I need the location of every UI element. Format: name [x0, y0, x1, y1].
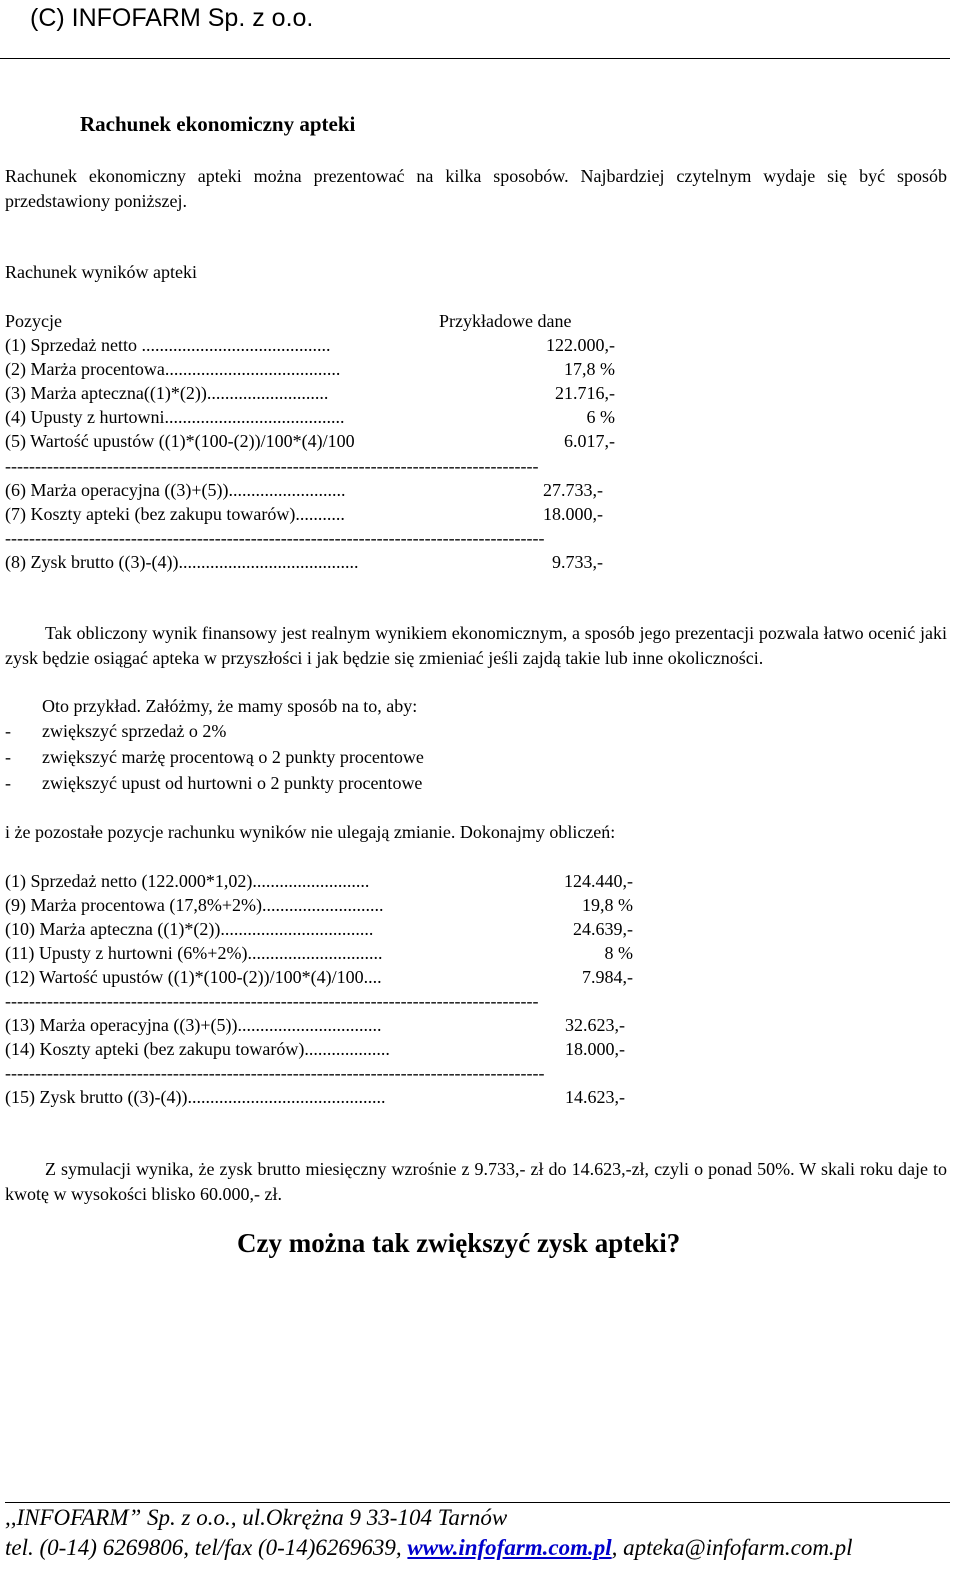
calc-row: [5, 333, 615, 357]
bullet-text: zwiększyć upust od hurtowni o 2 punkty procentowe: [42, 773, 423, 793]
calc-row-label: (9) Marża procentowa (17,8%+2%)...........................: [5, 895, 384, 915]
calc-row: [5, 405, 615, 429]
calc-row: [5, 1013, 625, 1037]
conclusion-paragraph: Z symulacji wynika, że zysk brutto miesięczny wzrośnie z 9.733,- zł do 14.623,-zł, czyli o ponad 50%. W skali roku daje to kwotę w wysokości blisko 60.000,- zł.: [5, 1159, 947, 1204]
calc-row-label: (3) Marża apteczna((1)*(2))...........................: [5, 383, 329, 403]
calc-row-label: (15) Zysk brutto ((3)-(4))............................................: [5, 1087, 386, 1107]
calc-row-value: 122.000,-: [546, 335, 615, 355]
calc-row-value: 18.000,-: [565, 1039, 625, 1059]
footer-website-link[interactable]: www.infofarm.com.pl: [407, 1535, 612, 1560]
calc-row-value: 27.733,-: [543, 480, 603, 500]
calc-row-label: (4) Upusty z hurtowni........................................: [5, 407, 345, 427]
calc-row: [5, 965, 633, 989]
closing-question: Czy można tak zwiększyć zysk apteki?: [237, 1228, 681, 1258]
table1-caption: Rachunek wyników apteki: [5, 262, 197, 282]
calc-row-value: 24.639,-: [573, 919, 633, 939]
calc-row-label: (13) Marża operacyjna ((3)+(5))................................: [5, 1015, 382, 1035]
calc-row-label: (7) Koszty apteki (bez zakupu towarów)...........: [5, 504, 345, 524]
table1-col-left: Pozycje: [5, 311, 62, 331]
bullet-text: zwiększyć marżę procentową o 2 punkty procentowe: [42, 747, 424, 767]
intro-paragraph: Rachunek ekonomiczny apteki można prezentować na kilka sposobów. Najbardziej czytelnym wydaje się być sposób przedstawiony poniższej.: [5, 166, 947, 211]
calc-row-label: (1) Sprzedaż netto ..........................................: [5, 335, 331, 355]
footer-contact: [5, 1533, 853, 1563]
remaining-note: i że pozostałe pozycje rachunku wyników nie ulegają zmianie. Dokonajmy obliczeń:: [5, 822, 616, 842]
calc-row: [5, 869, 633, 893]
calc-row-value: 7.984,-: [582, 967, 633, 987]
calc-row-value: 14.623,-: [565, 1087, 625, 1107]
calc-row-value: 8 %: [604, 943, 633, 963]
table2-separator-2: ------------------------------------------------------------------------------------------: [5, 1063, 545, 1083]
calc-row: [5, 478, 603, 502]
calc-row: [5, 893, 633, 917]
table1-separator-1: -----------------------------------------------------------------------------------------: [5, 456, 539, 476]
bullet-text: zwiększyć sprzedaż o 2%: [42, 721, 227, 741]
calc-row: [5, 1085, 625, 1109]
calc-row-label: (5) Wartość upustów ((1)*(100-(2))/100*(4)/100: [5, 431, 355, 451]
analysis-paragraph: Tak obliczony wynik finansowy jest realnym wynikiem ekonomicznym, a sposób jego prezentacji pozwala łatwo ocenić jaki zysk będzie osiągać apteka w przyszłości i jak będzie się zmieniać jeśli zajdą takie lub inne okoliczności.: [5, 623, 947, 668]
calc-row-value: 17,8 %: [564, 359, 615, 379]
calc-row-value: 18.000,-: [543, 504, 603, 524]
calc-row: [5, 357, 615, 381]
calc-row-value: 19,8 %: [582, 895, 633, 915]
bullet-mark: -: [5, 721, 11, 741]
bullet-mark: -: [5, 747, 11, 767]
bullet-mark: -: [5, 773, 11, 793]
table2-separator-1: -----------------------------------------------------------------------------------------: [5, 991, 539, 1011]
calc-row-label: (6) Marża operacyjna ((3)+(5))..........................: [5, 480, 346, 500]
page-title: Rachunek ekonomiczny apteki: [80, 112, 356, 136]
footer-address: ,,INFOFARM” Sp. z o.o., ul.Okrężna 9 33-104 Tarnów: [5, 1505, 508, 1530]
calc-row-label: (10) Marża apteczna ((1)*(2))..................................: [5, 919, 374, 939]
calc-row: [5, 917, 633, 941]
calc-row-value: 6 %: [586, 407, 615, 427]
calc-row: [5, 429, 615, 453]
calc-row-label: (14) Koszty apteki (bez zakupu towarów)...................: [5, 1039, 390, 1059]
calc-row-label: (1) Sprzedaż netto (122.000*1,02)..........................: [5, 871, 370, 891]
calc-row-label: (2) Marża procentowa.......................................: [5, 359, 341, 379]
calc-row-value: 124.440,-: [564, 871, 633, 891]
calc-row-label: (12) Wartość upustów ((1)*(100-(2))/100*(4)/100....: [5, 967, 382, 987]
example-intro: Oto przykład. Załóżmy, że mamy sposób na to, aby:: [42, 696, 418, 716]
calc-row-label: (11) Upusty z hurtowni (6%+2%)..............................: [5, 943, 383, 963]
calc-row: [5, 941, 633, 965]
footer-phone: tel. (0-14) 6269806, tel/fax (0-14)6269639,: [5, 1535, 408, 1560]
table1-separator-2: ------------------------------------------------------------------------------------------: [5, 528, 545, 548]
header-company: (C) INFOFARM Sp. z o.o.: [30, 4, 314, 32]
calc-row-value: 6.017,-: [564, 431, 615, 451]
calc-row: [5, 1037, 625, 1061]
calc-row-label: (8) Zysk brutto ((3)-(4))........................................: [5, 552, 359, 572]
header-rule: [0, 58, 950, 59]
calc-row-value: 32.623,-: [565, 1015, 625, 1035]
calc-row: [5, 381, 615, 405]
footer-email: , apteka@infofarm.com.pl: [611, 1535, 853, 1560]
calc-row: [5, 502, 603, 526]
calc-row-value: 21.716,-: [555, 383, 615, 403]
table1-col-right: Przykładowe dane: [439, 311, 572, 331]
calc-row-value: 9.733,-: [552, 552, 603, 572]
calc-row: [5, 550, 603, 574]
